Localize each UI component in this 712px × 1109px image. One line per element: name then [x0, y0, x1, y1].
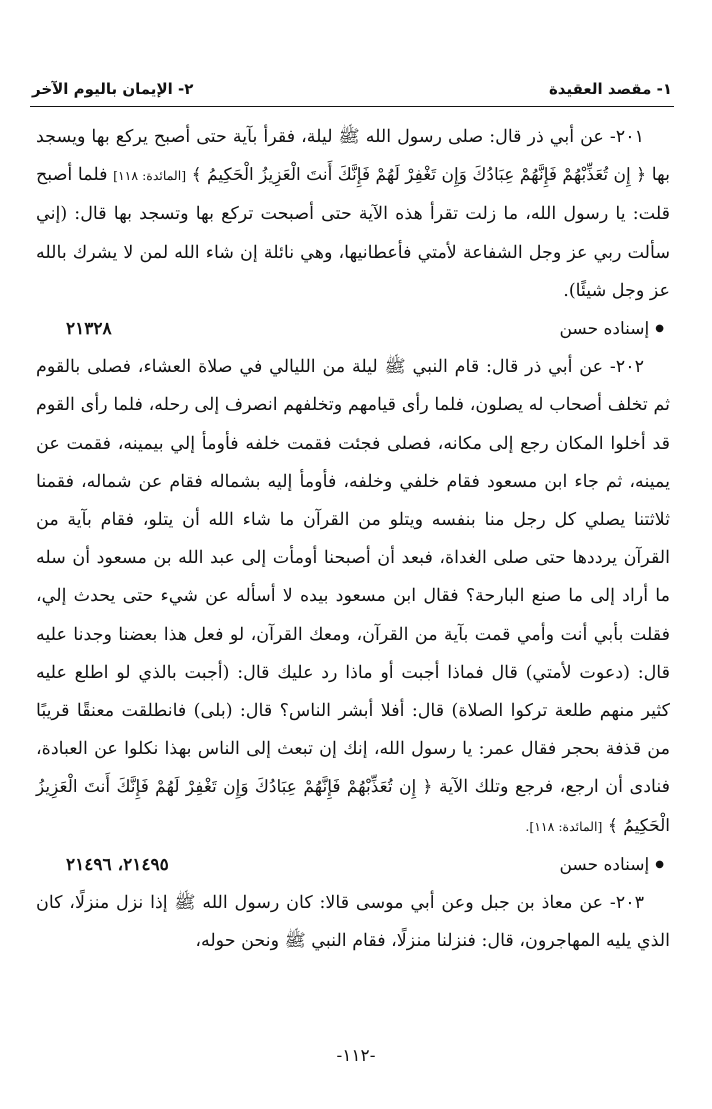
hadith-reference-number: ٢١٣٢٨ — [66, 319, 112, 340]
running-header — [32, 74, 672, 104]
bullet-icon: ● — [655, 323, 664, 335]
isnad-grade: إسناده حسن — [559, 854, 650, 875]
hadith-text-continued: فلما أصبح قلت: يا رسول الله، ما زلت تقرأ هذه الآية حتى أصبحت تركع بها وتسجد بها قال: (إني سألت ربي عز وجل الشفاعة لأمتي فأعطانيها، وهي نائلة إن شاء الله لمن لا يشرك بالله عز وجل شيئًا). — [36, 165, 670, 301]
bullet-icon: ● — [655, 859, 664, 871]
isnad-grade: إسناده حسن — [559, 318, 650, 339]
hadith-reference-number: ٢١٤٩٥، ٢١٤٩٦ — [66, 854, 169, 875]
header-chapter-title: ١- مقصد العقيدة — [548, 80, 672, 98]
verse-reference: [المائدة: ١١٨]. — [525, 818, 603, 834]
page-content — [36, 118, 670, 960]
hadith-text: ٢٠١- عن أبي ذر قال: صلى رسول الله ﷺ ليلة، فقرأ بآية حتى أصبح يركع بها ويسجد بها — [36, 127, 670, 186]
verse-reference: [المائدة: ١١٨] — [113, 168, 187, 184]
hadith-201 — [36, 118, 670, 310]
hadith-text: ٢٠٣- عن معاذ بن جبل وعن أبي موسى قالا: كان رسول الله ﷺ إذا نزل منزلًا، كان الذي يليه المهاجرون، قال: فنزلنا منزلًا، فقام النبي ﷺ ونحن حوله، — [36, 893, 670, 952]
page-number: -١١٢- — [336, 1046, 376, 1066]
header-rule — [30, 106, 674, 107]
hadith-202 — [36, 348, 670, 846]
hadith-201-grade-row — [36, 310, 670, 348]
hadith-text: ٢٠٢- عن أبي ذر قال: قام النبي ﷺ ليلة من الليالي في صلاة العشاء، فصلى بالقوم ثم تخلف أصحاب له يصلون، فلما رأى قيامهم وتخلفهم انصرف إلى رحله، فلما رأى القوم قد أخلوا المكان رجع إلى مكانه، فصلى فجئت فقمت خلفه فأومأ إلي بيمينه، فقمت عن يمينه، ثم جاء ابن مسعود فقام خلفي وخلفه، فأومأ إليه بشماله فقام عن شماله، فقمنا ثلاثتنا يصلي كل رجل منا بنفسه ويتلو من القرآن ما شاء الله أن يتلو، فقام بآية من القرآن يرددها حتى صلى الغداة، فبعد أن أصبحنا أومأت إلى عبد الله بن مسعود أن سله ما أراد إلى ما صنع البارحة؟ فقال ابن مسعود بيده لا أسأله عن شيء حتى يحدث إلي، فقلت بأبي أنت وأمي قمت بآية من القرآن، ومعك القرآن، لو فعل هذا بعضنا وجدنا عليه قال: (دعوت لأمتي) قال فماذا أجبت أو ماذا رد عليك قال: (أجبت بالذي لو اطلع عليه كثير منهم طلعة تركوا الصلاة) قال: أفلا أبشر الناس؟ قال: (بلى) فانطلقت معنقًا قريبًا من قذفة بحجر فقال عمر: يا رسول الله، إنك إن تبعث إلى الناس بهذا نكلوا عن العبادة، فنادى أن ارجع، فرجع وتلك الآية — [36, 357, 670, 798]
quran-verse: ﴿ إِن تُعَذِّبْهُمْ فَإِنَّهُمْ عِبَادُكَ وَإِن تَغْفِرْ لَهُمْ فَإِنَّكَ أَنتَ الْعَزِيزُ الْحَكِيمُ ﴾ — [191, 165, 647, 186]
quran-verse: ﴿ إِن تُعَذِّبْهُمْ فَإِنَّهُمْ عِبَادُكَ وَإِن تَغْفِرْ لَهُمْ فَإِنَّكَ أَنتَ الْعَزِيزُ الْحَكِيمُ ﴾ — [36, 777, 670, 836]
hadith-202-grade-row — [36, 846, 670, 884]
hadith-203 — [36, 884, 670, 960]
header-section-title: ٢- الإيمان باليوم الآخر — [32, 80, 194, 98]
